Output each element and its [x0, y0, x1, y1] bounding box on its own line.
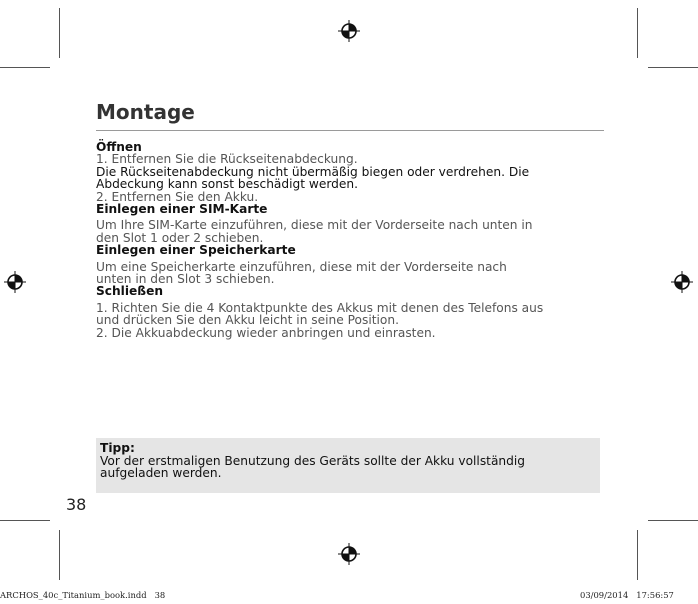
tip-label: Tipp:	[100, 441, 135, 455]
registration-mark-icon	[338, 543, 360, 565]
heading-memory-card: Einlegen einer Speicherkarte	[96, 243, 296, 258]
registration-mark-icon	[671, 271, 693, 293]
crop-mark-top-left-vertical	[59, 8, 60, 58]
text-line: 2. Die Akkuabdeckung wieder anbringen und einrasten.	[96, 325, 436, 340]
tip-text-line: Vor der erstmaligen Benutzung des Geräts sollte der Akku vollständig	[100, 453, 526, 468]
text-line: Um Ihre SIM-Karte einzuführen, diese mit der Vorderseite nach unten in	[96, 218, 533, 233]
text-line: 2. Entfernen Sie den Akku.	[96, 189, 259, 204]
text-line: 1. Richten Sie die 4 Kontaktpunkte des Akkus mit denen des Telefons aus	[96, 300, 544, 315]
text-line: unten in den Slot 3 schieben.	[96, 272, 275, 287]
slug-timestamp: 03/09/2014 17:56:57	[580, 590, 674, 600]
warning-line: Die Rückseitenabdeckung nicht übermäßig biegen oder verdrehen. Die	[96, 164, 530, 179]
heading-close: Schließen	[96, 284, 164, 299]
text-line: und drücken Sie den Akku leicht in seine Position.	[96, 313, 399, 328]
heading-open: Öffnen	[96, 140, 142, 154]
registration-mark-icon	[4, 271, 26, 293]
tip-box	[96, 438, 600, 493]
tip-text-line: aufgeladen werden.	[100, 466, 222, 481]
crop-mark-bottom-left-horizontal	[0, 520, 50, 521]
title-rule	[96, 130, 604, 131]
text-line: 1. Entfernen Sie die Rückseitenabdeckung.	[96, 152, 358, 167]
crop-mark-bottom-right-vertical	[637, 530, 638, 580]
crop-mark-top-left-horizontal	[0, 67, 50, 68]
text-line: den Slot 1 oder 2 schieben.	[96, 230, 264, 245]
slug-filename: ARCHOS_40c_Titanium_book.indd 38	[0, 590, 166, 600]
section-title: Montage	[96, 100, 195, 124]
instructions-body	[96, 141, 616, 339]
crop-mark-bottom-left-vertical	[59, 530, 60, 580]
heading-sim-card: Einlegen einer SIM-Karte	[96, 202, 268, 217]
page-number: 38	[66, 495, 87, 514]
crop-mark-top-right-vertical	[637, 8, 638, 58]
crop-mark-top-right-horizontal	[648, 67, 698, 68]
text-line: Um eine Speicherkarte einzuführen, diese mit der Vorderseite nach	[96, 259, 507, 274]
crop-mark-bottom-right-horizontal	[648, 520, 698, 521]
registration-mark-icon	[338, 20, 360, 42]
warning-line: Abdeckung kann sonst beschädigt werden.	[96, 177, 359, 192]
